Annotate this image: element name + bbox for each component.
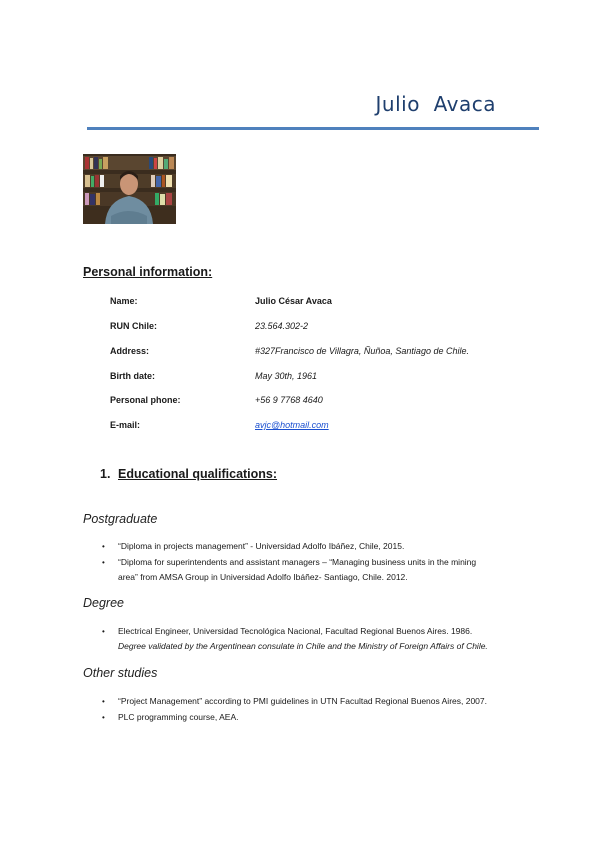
bullet-icon: • — [102, 558, 105, 567]
bullet-icon: • — [102, 627, 105, 636]
birth-date-label: Birth date: — [110, 371, 155, 381]
degree-validation-note: Degree validated by the Argentinean consulate in Chile and the Ministry of Foreign Affairs of Chile. — [118, 641, 488, 651]
personal-information-heading: Personal information: — [83, 265, 213, 279]
birth-date-value: May 30th, 1961 — [255, 371, 318, 381]
name-value: Julio César Avaca — [255, 296, 332, 306]
bullet-icon: • — [102, 713, 105, 722]
address-value: #327Francisco de Villagra, Ñuñoa, Santiago de Chile. — [255, 346, 469, 356]
postgraduate-item: “Diploma in projects management” - Universidad Adolfo Ibáñez, Chile, 2015. — [118, 541, 405, 551]
other-studies-item: PLC programming course, AEA. — [118, 712, 239, 722]
phone-label: Personal phone: — [110, 395, 181, 405]
email-label: E-mail: — [110, 420, 141, 430]
other-studies-item: “Project Management” according to PMI guidelines in UTN Facultad Regional Buenos Aires, 2007. — [118, 696, 487, 706]
postgraduate-item-continued: area” from AMSA Group in Universidad Adolfo Ibáñez- Santiago, Chile. 2012. — [118, 572, 408, 582]
email-link[interactable]: avjc@hotmail.com — [255, 420, 329, 430]
title-divider — [87, 127, 539, 130]
bullet-icon: • — [102, 697, 105, 706]
profile-photo-image — [83, 154, 176, 224]
name-label: Name: — [110, 296, 138, 306]
educational-qualifications-heading: Educational qualifications: — [118, 467, 278, 481]
run-label: RUN Chile: — [110, 321, 157, 331]
other-studies-heading: Other studies — [83, 666, 158, 680]
run-value: 23.564.302-2 — [255, 321, 309, 331]
section-number: 1. — [100, 467, 111, 481]
phone-value: +56 9 7768 4640 — [255, 395, 323, 405]
postgraduate-heading: Postgraduate — [83, 512, 158, 526]
resume-name-title: Julio Avaca — [375, 92, 496, 116]
bullet-icon: • — [102, 542, 105, 551]
degree-heading: Degree — [83, 596, 124, 610]
profile-photo — [83, 154, 176, 224]
degree-item: Electrical Engineer, Universidad Tecnológica Nacional, Facultad Regional Buenos Aires. 1986. — [118, 626, 473, 636]
address-label: Address: — [110, 346, 150, 356]
postgraduate-item: “Diploma for superintendents and assistant managers – “Managing business units in the mining — [118, 557, 477, 567]
